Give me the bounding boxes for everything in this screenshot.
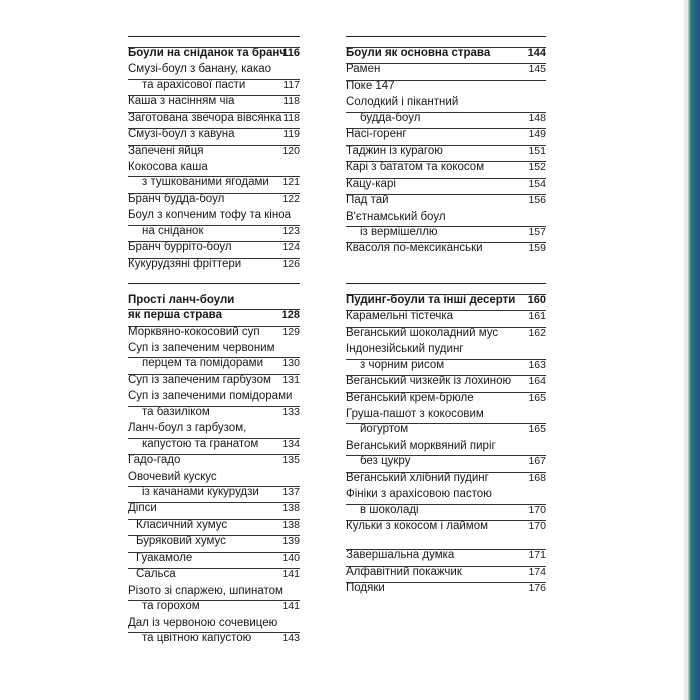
toc-entry-title: Пад тай [346,194,389,207]
toc-entry-page: 140 [282,551,300,564]
toc-entry-page: 167 [528,455,546,468]
toc-entry-page: 170 [528,520,546,532]
toc-entry-title: Морквяно-кокосовий суп [128,325,260,338]
toc-entry-title: без цукру [360,455,411,468]
section-heading-text: як перша страва [128,309,222,322]
toc-entry-page: 149 [528,128,546,141]
row-underline [346,566,546,567]
toc-entry-title: Груша-пашот з кокосовим [346,408,484,421]
toc-entry-page: 170 [528,503,546,516]
row-underline [346,582,546,583]
toc-entry-page: 118 [283,95,300,108]
toc-entry-title: Веганський чизкейк із лохиною [346,375,512,388]
toc-entry-page: 118 [283,111,300,124]
row-underline [346,472,546,473]
toc-entry-title: в шоколаді [360,503,419,516]
row-underline [346,423,546,424]
toc-entry-page: 135 [282,454,300,466]
row-underline [346,359,546,360]
toc-entry-page: 145 [528,63,546,76]
toc-entry-title: Карі з бататом та кокосом [346,161,485,174]
toc-entry-title: з чорним рисом [360,358,445,371]
toc-entry-page: 141 [282,600,300,613]
toc-entry-title: Алфавітний покажчик [346,565,462,578]
row-underline [128,326,300,327]
row-underline [128,502,300,503]
toc-entry-title: Заготована звечора вівсянка [128,111,282,124]
toc-entry-title: та базиліком [142,405,210,418]
row-underline [128,406,300,407]
toc-entry-title: Солодкий і пікантний [346,96,459,109]
toc-entry-title: із качанами кукурудзи [142,485,259,498]
toc-entry-page: 117 [283,78,300,91]
toc-entry-title: Поке 147 [346,79,395,92]
toc-entry-title: Насі-горенг [346,128,407,141]
row-underline [128,79,300,80]
toc-entry-title: Класичний хумус [136,518,228,531]
toc-entry-page: 163 [528,358,546,371]
row-underline [128,535,300,536]
toc-entry-title: Таджин із курагою [346,144,443,157]
toc-entry-title: Рамен [346,63,381,76]
book-cover-edge [688,0,700,700]
toc-entry-page: 139 [282,535,300,548]
toc-entry-title: йогуртом [360,423,409,436]
toc-entry-title: Овочевий кускус [128,470,217,483]
section-top-rule [346,283,546,284]
toc-entry-page: 130 [282,357,300,370]
toc-entry-page: 119 [283,128,300,141]
section-heading-text: Прості ланч-боули [128,294,235,306]
toc-entry-page: 164 [528,375,546,388]
toc-entry-title: Кукурудзяні фріттери [128,257,242,270]
section-heading-page: 128 [281,309,300,322]
toc-entry-page: 138 [282,502,300,515]
toc-entry-page: 138 [282,518,300,531]
section-heading-page: 144 [527,47,546,59]
toc-entry-title: та цвітною капустою [142,631,252,644]
toc-entry-title: Індонезійський пудинг [346,343,464,356]
row-underline [346,375,546,376]
row-underline [346,112,546,113]
section-heading-text: Боули на сніданок та бранч [128,47,287,59]
row-underline [128,632,300,633]
row-underline [128,193,300,194]
row-underline [128,357,300,358]
section-top-rule [128,283,300,284]
toc-entry-page: 123 [282,224,300,237]
toc-entry-page: 124 [282,241,300,254]
toc-entry-title: перцем та помідорами [142,357,264,370]
toc-entry-title: Різото зі спаржею, шпинатом [128,584,283,597]
toc-entry-title: Гадо-гадо [128,454,181,466]
row-underline [346,178,546,179]
row-underline [346,294,546,295]
toc-entry-page: 126 [282,257,300,270]
toc-entry-page: 134 [282,437,300,450]
toc-entry-page: 120 [282,144,300,157]
row-underline [128,241,300,242]
toc-entry-page: 152 [528,161,546,174]
toc-entry-page: 137 [282,485,300,498]
toc-entry-title: Веганський крем-брюле [346,391,474,404]
row-underline [128,600,300,601]
toc-entry-page: 121 [282,176,300,189]
row-underline [128,112,300,113]
toc-entry-page: 165 [528,391,546,404]
toc-entry-title: на сніданок [142,224,204,237]
row-underline [128,128,300,129]
toc-entry-page: 165 [528,423,546,436]
toc-entry-title: та арахісової пасти [142,78,246,91]
toc-entry-title: Ланч-боул з гарбузом, [128,422,247,435]
row-underline [346,310,546,311]
row-underline [128,225,300,226]
row-underline [346,549,546,550]
toc-entry-title: капустою та гранатом [142,437,259,450]
row-underline [346,145,546,146]
toc-entry-title: Запечені яйця [128,144,204,157]
row-underline [128,145,300,146]
toc-entry-page: 162 [528,326,546,339]
row-underline [346,242,546,243]
toc-entry-title: Гуакамоле [136,551,193,564]
row-underline [346,80,546,81]
toc-entry-page: 161 [528,310,546,323]
toc-entry-page: 148 [528,111,546,124]
section-top-rule [346,36,546,37]
toc-entry-title: Веганський хлібний пудинг [346,471,489,484]
toc-entry-title: Каша з насінням чіа [128,95,235,108]
toc-entry-title: Суп із запеченим червоним [128,342,275,355]
row-underline [128,258,300,259]
toc-entry-title: Завершальна думка [346,549,455,561]
row-underline [128,552,300,553]
row-underline [128,309,300,310]
toc-entry-title: Квасоля по-мексиканськи [346,242,483,255]
toc-entry-title: Бранч бурріто-боул [128,241,232,254]
row-underline [128,95,300,96]
row-underline [128,568,300,569]
row-underline [128,176,300,177]
toc-entry-title: Сальса [136,568,176,581]
section-top-rule [128,36,300,37]
toc-entry-title: будда-боул [360,111,421,124]
toc-entry-title: Фініки з арахісовою пастою [346,488,492,501]
row-underline [128,454,300,455]
toc-entry-title: Смузі-боул з банану, какао [128,63,272,76]
section-heading-page: 116 [282,47,300,59]
row-underline [346,194,546,195]
row-underline [346,47,546,48]
row-underline [128,486,300,487]
toc-entry-title: Кульки з кокосом і лаймом [346,520,488,532]
toc-entry-page: 154 [528,177,546,190]
toc-entry-page: 151 [528,144,546,157]
row-underline [346,455,546,456]
toc-entry-page: 176 [528,582,546,594]
row-underline [346,128,546,129]
toc-entry-page: 129 [282,325,300,338]
section-heading-text: Боули як основна страва [346,47,491,59]
row-underline [128,374,300,375]
row-underline [128,519,300,520]
toc-entry-title: Буряковий хумус [136,535,226,548]
toc-entry-title: Веганський морквяний пиріг [346,439,496,452]
row-underline [346,226,546,227]
toc-entry-page: 157 [528,225,546,238]
toc-entry-title: Боул з копченим тофу та кіноа [128,209,291,222]
toc-entry-page: 133 [282,405,300,418]
toc-entry-title: та горохом [142,600,200,613]
toc-entry-title: Подяки [346,582,385,594]
toc-entry-page: 168 [528,471,546,484]
toc-entry-title: Смузі-боул з кавуна [128,128,235,141]
toc-entry-title: Карамельні тістечка [346,310,454,323]
toc-entry-title: із вермішеллю [360,225,438,238]
row-underline [346,161,546,162]
toc-entry-title: з тушкованими ягодами [142,176,269,189]
toc-entry-title: Кацу-карі [346,177,396,190]
row-underline [346,520,546,521]
section-heading-text: Пудинг-боули та інші десерти [346,294,516,306]
toc-entry-page: 159 [528,242,546,255]
row-underline [128,438,300,439]
row-underline [346,392,546,393]
toc-entry-page: 131 [282,373,300,386]
row-underline [346,504,546,505]
toc-entry-title: Діпси [128,502,157,515]
toc-entry-title: Дал із червоною сочевицею [128,616,278,629]
toc-entry-title: В'єтнамський боул [346,210,446,223]
toc-entry-page: 143 [282,631,300,644]
toc-entry-page: 171 [528,549,546,561]
toc-entry-title: Кокосова каша [128,161,208,174]
toc-entry-page: 156 [528,194,546,207]
section-heading-page: 160 [527,294,546,306]
row-underline [346,327,546,328]
row-underline [346,63,546,64]
toc-entry-title: Веганський шоколадний мус [346,326,499,339]
toc-entry-title: Суп із запеченими помідорами [128,390,293,403]
toc-entry-page: 174 [528,565,546,578]
row-underline [128,47,300,48]
toc-entry-page: 141 [282,568,300,581]
toc-entry-title: Бранч будда-боул [128,192,225,205]
toc-entry-title: Суп із запеченим гарбузом [128,373,271,386]
toc-entry-page: 122 [282,192,300,205]
